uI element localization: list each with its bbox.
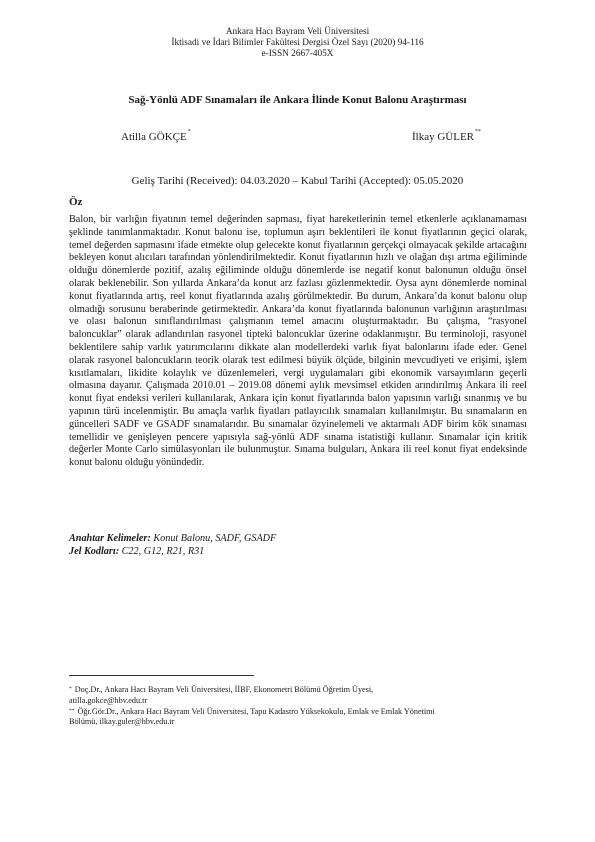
footnote-2-line1 (69, 707, 527, 718)
received-accepted-dates: Geliş Tarihi (Received): 04.03.2020 – Kabul Tarihi (Accepted): 05.05.2020 (131, 175, 464, 187)
paper-title: Sağ-Yönlü ADF Sınamaları ile Ankara İlinde Konut Balonu Araştırması (128, 94, 467, 106)
jel-line (69, 546, 276, 559)
abstract-heading: Öz (69, 196, 83, 208)
footnote-divider (69, 675, 254, 676)
keywords-line (69, 533, 276, 546)
footnote-1-email: atilla.gokce@hbv.edu.tr (69, 695, 148, 705)
footnote-2-affiliation: Öğr.Gör.Dr., Ankara Hacı Bayram Veli Üniversitesi, Tapu Kadastro Yüksekokulu, Emlak ve Emlak Yönetimi (77, 706, 435, 716)
author-1 (121, 131, 191, 143)
footnote-2 (69, 707, 527, 729)
footnote-2-mark: ** (69, 707, 75, 714)
keywords-label: Anahtar Kelimeler: (69, 533, 151, 544)
jel-label: Jel Kodları: (69, 545, 120, 557)
header-university: Ankara Hacı Bayram Veli Üniversitesi (225, 27, 370, 37)
keywords-value: Konut Balonu, SADF, GSADF (153, 533, 277, 544)
author-2-name: İlkay GÜLER (412, 131, 475, 143)
footnote-1-affiliation: Doç.Dr., Ankara Hacı Bayram Veli Üniversitesi, İİBF, Ekonometri Bölümü Öğretim Üyesi, (74, 685, 374, 694)
footnote-1 (69, 685, 527, 707)
footnotes (69, 685, 527, 728)
journal-header (0, 27, 595, 61)
footnote-1-mark: * (69, 686, 72, 692)
header-journal: İktisadi ve İdari Bilimler Fakültesi Dergisi Özel Sayı (2020) 94-116 (171, 38, 424, 49)
author-1-name: Atilla GÖKÇE (121, 131, 187, 143)
jel-value: C22, G12, R21, R31 (121, 545, 205, 557)
header-issn: e-ISSN 2667-405X (261, 49, 334, 60)
keywords-block (69, 533, 276, 559)
abstract-text: Balon, bir varlığın fiyatının temel değerinden sapması, fiyat hareketlerinin temel etkenlerle açıklanamaması şeklinde tanımlanmaktadır. Konut balonu ise, toplumun aşırı beklentileri ile konut fiyatlarının geçici olarak, temel değerden sapmasını ifade etmekte olup gelecekte konut fiyatlarının gerçekçi olmayacak şekilde artacağını bekleyen konut alıcıları tarafından yönlendirilmektedir. Konut fiyatlarının hızlı ve olağan dışı artma eğiliminde olduğu dönemlerde pozitif, azalış eğiliminde olduğu dönemlerde ise negatif konut balonunun olduğu önsel olarak beklenebilir. Son yıllarda Ankara’da konut arz fazlası gözlenmektedir. Oysa aynı dönemlerde nominal konut fiyatlarında artış, reel konut fiyatlarında azalış görülmektedir. Bu durum, Ankara’da konut balonu olup olmadığı sorusunu beraberinde getirmektedir. Ankara’da konut fiyatlarında balonunun varlığının araştırılması ve olası balonun sınıflandırılması çalışmanın temel amacını oluşturmaktadır. Bu çalışma, “rasyonel baloncuklar” olarak adlandırılan rasyonel tipteki baloncuklar üzerine odaklanmıştır. Bu terminoloji, rasyonel beklentilere sahip varlık yatırımcılarını dikkate alan modellerdeki varlık fiyat balonlarını ifade eder. Genel olarak rasyonel baloncukların teorik olarak test edilmesi büyük ölçüde, bilginin mevcudiyeti ve erişimi, işlem kısıtlamaları, likidite kolaylık ve düzenlemeleri, vergi uygulamaları gibi ekonomik varsayımların geçerli olmasına dayanır. Çalışmada 2010.01 – 2019.08 dönemi aylık mevsimsel etkiden arındırılmış Ankara ili reel konut fiyat endeksi verileri kullanılarak, Ankara için konut fiyatlarında balon yapısının varlığı sınanmış ve bu yapının türü incelenmiştir. Bu amaçla varlık fiyatları patlayıcılık sınamaları kullanılmıştır. Bu sınamaların en güncelleri SADF ve GSADF sınamalarıdır. Bu sınamalar özyinelemeli ve aktarmalı ADF birim kök sınaması temellidir ve genişleyen pencere yapısıyla sağ-yönlü ADF sınama istatistiği kullanır. Sınamalar için kritik değerler Monte Carlo simülasyonları ile bulunmuştur. Sınama bulguları, Ankara ili reel konut fiyat endeksinde konut balonu olduğu yönündedir. (69, 214, 527, 469)
footnote-1-line1 (69, 685, 527, 696)
author-2 (412, 131, 481, 143)
footnote-2-email: Bölümü, ilkay.guler@hbv.edu.tr (69, 717, 175, 727)
author-1-mark: * (187, 129, 191, 135)
author-2-mark: ** (475, 129, 482, 135)
